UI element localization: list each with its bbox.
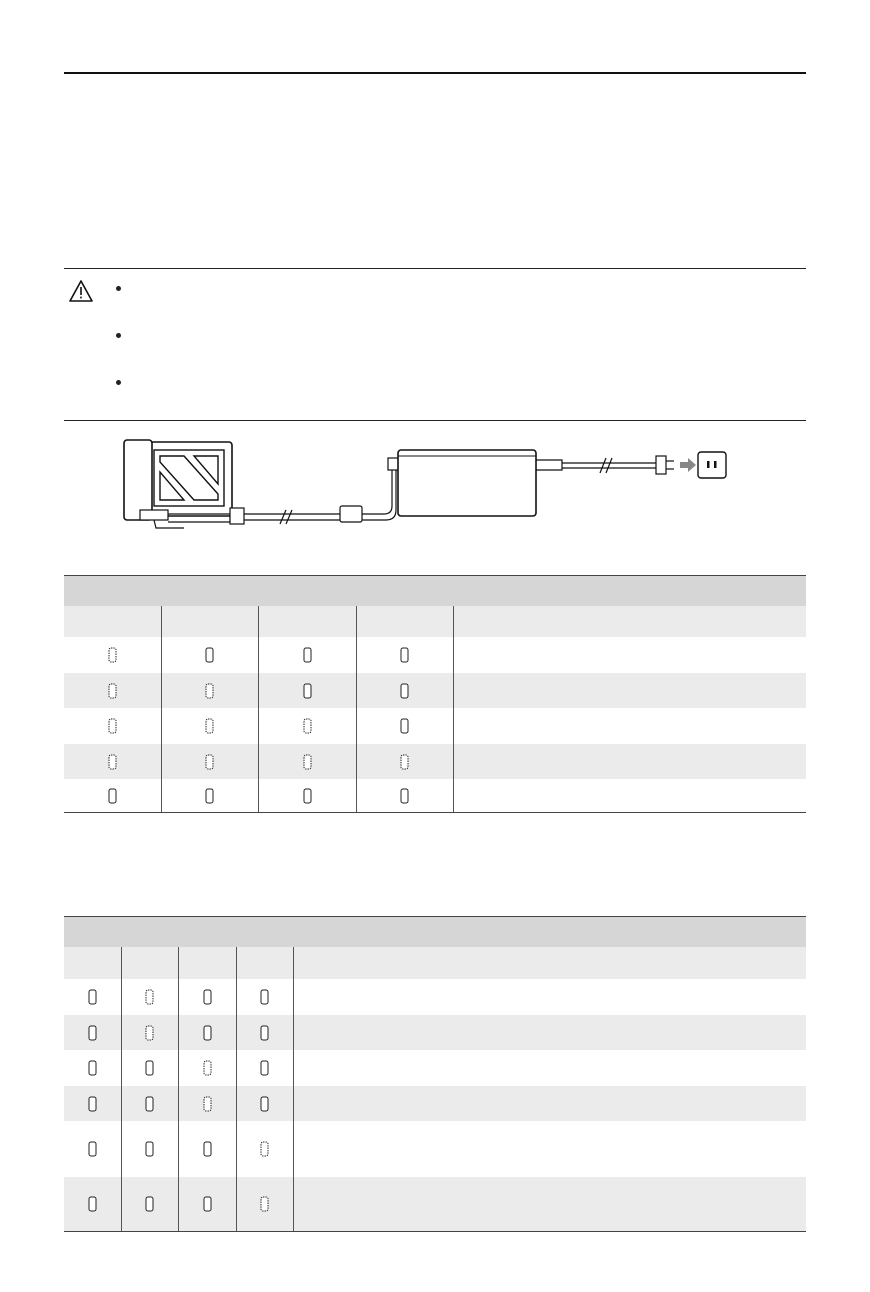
led-off-icon [205,788,214,804]
led-cell [162,744,260,779]
led-off-icon [88,989,97,1005]
led-blinking-icon [205,718,214,734]
subheader-cell [454,606,806,637]
table-row [64,1121,806,1177]
led-off-icon [145,1096,154,1112]
led-off-icon [400,647,409,663]
table-row [64,708,806,744]
led-cell [64,979,122,1015]
led-cell [122,1050,180,1086]
led-blinking-icon [260,1141,269,1157]
led-cell [179,1177,237,1231]
row-description [294,1015,806,1050]
led-off-icon [203,1196,212,1212]
table-row [64,1015,806,1050]
led-off-icon [203,1025,212,1041]
battery-icon [124,440,232,528]
led-cell [122,979,180,1015]
subheader-cell [162,606,260,637]
led-blinking-icon [303,718,312,734]
warning-box [64,268,806,421]
power-outlet-icon [698,452,726,478]
led-off-icon [88,1196,97,1212]
led-cell [357,708,455,744]
battery-level-table [64,575,806,813]
led-cell [64,708,162,744]
led-off-icon [303,788,312,804]
led-off-icon [145,1196,154,1212]
led-cell [64,1177,122,1231]
led-cell [162,673,260,708]
led-cell [179,1050,237,1086]
led-cell [122,1015,180,1050]
row-description [294,1050,806,1086]
led-blinking-icon [108,647,117,663]
led-cell [237,1086,295,1121]
led-cell [259,637,357,673]
led-blinking-icon [205,754,214,770]
led-cell [64,1121,122,1177]
led-blinking-icon [108,718,117,734]
led-off-icon [108,788,117,804]
led-off-icon [260,1096,269,1112]
charging-illustration [110,436,750,536]
row-description [454,637,806,673]
plug-in-arrow-icon [680,458,696,472]
led-off-icon [303,683,312,699]
led-cell [122,1086,180,1121]
table-row [64,1086,806,1121]
row-description [294,1177,806,1231]
led-off-icon [260,989,269,1005]
led-off-icon [303,647,312,663]
led-off-icon [145,1060,154,1076]
charger-icon [398,450,674,516]
row-description [454,673,806,708]
led-off-icon [88,1096,97,1112]
table-row [64,1050,806,1086]
led-cell [259,708,357,744]
led-cell [64,637,162,673]
led-cell [259,673,357,708]
led-cell [162,779,260,812]
led-cell [179,1121,237,1177]
table-row [64,1177,806,1232]
led-blinking-icon [203,1096,212,1112]
led-cell [64,1015,122,1050]
bullet-2-dot [116,333,121,338]
table-row [64,637,806,673]
table-header [64,916,806,947]
led-off-icon [88,1141,97,1157]
led-cell [179,1015,237,1050]
led-cell [64,1050,122,1086]
subheader-cell [122,947,180,979]
led-cell [162,637,260,673]
led-cell [259,779,357,812]
row-description [454,779,806,812]
led-cell [64,673,162,708]
led-blinking-icon [145,1025,154,1041]
led-off-icon [145,1141,154,1157]
led-blinking-icon [108,683,117,699]
led-blinking-icon [108,754,117,770]
led-off-icon [400,718,409,734]
led-cell [237,1050,295,1086]
warning-triangle-icon [68,279,94,303]
led-blinking-icon [400,754,409,770]
subheader-cell [237,947,295,979]
led-cell [357,779,455,812]
led-cell [237,1015,295,1050]
led-blinking-icon [205,683,214,699]
led-blinking-icon [303,754,312,770]
table-header [64,575,806,606]
led-off-icon [205,647,214,663]
bullet-1-dot [116,286,121,291]
led-blinking-icon [260,1196,269,1212]
led-cell [237,979,295,1015]
led-off-icon [260,1060,269,1076]
led-cell [237,1177,295,1231]
led-cell [122,1177,180,1231]
table-row [64,744,806,779]
subheader-cell [64,947,122,979]
led-cell [357,673,455,708]
led-off-icon [260,1025,269,1041]
led-blinking-icon [145,989,154,1005]
row-description [454,744,806,779]
table-row [64,779,806,813]
led-cell [122,1121,180,1177]
led-off-icon [400,683,409,699]
subheader-cell [294,947,806,979]
led-cell [179,979,237,1015]
led-cell [162,708,260,744]
row-description [294,979,806,1015]
table-subheader [64,947,806,979]
led-cell [357,744,455,779]
row-description [294,1086,806,1121]
subheader-cell [64,606,162,637]
row-description [454,708,806,744]
subheader-cell [259,606,357,637]
led-cell [357,637,455,673]
led-cell [64,744,162,779]
led-off-icon [88,1025,97,1041]
subheader-cell [357,606,455,637]
page-top-rule [64,72,806,74]
led-off-icon [203,1141,212,1157]
bullet-3-dot [116,380,121,385]
table-subheader [64,606,806,637]
led-off-icon [88,1060,97,1076]
led-cell [179,1086,237,1121]
row-description [294,1121,806,1177]
led-cell [237,1121,295,1177]
subheader-cell [179,947,237,979]
protection-table [64,916,806,1232]
led-cell [64,1086,122,1121]
led-blinking-icon [203,1060,212,1076]
led-cell [64,779,162,812]
led-off-icon [400,788,409,804]
table-row [64,673,806,708]
led-cell [259,744,357,779]
led-off-icon [203,989,212,1005]
table-row [64,979,806,1015]
